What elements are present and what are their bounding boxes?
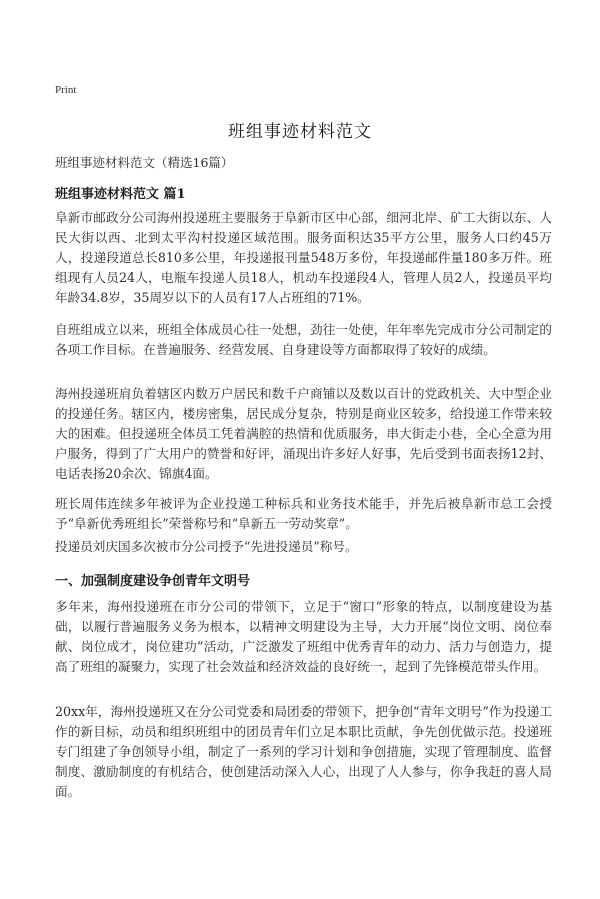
document-subtitle: 班组事迹材料范文（精选16篇） (55, 155, 234, 170)
paragraph-5: 投递员刘庆国多次被市分公司授予“先进投递员”称号。 (55, 539, 358, 554)
section-heading-2: 一、加强制度建设争创青年文明号 (55, 574, 251, 589)
paragraph-6: 多年来，海州投递班在市分公司的带领下，立足于“窗口”形象的特点，以制度建设为基础，以履行普遍服务义务为根本，以精神文明建设为主导，大力开展“岗位文明、岗位奉献、岗位成才，岗位建功”活动，广泛激发了班组中优秀青年的动力、活力与创造力，提高了班组的凝聚力，实现了社会效益和经济效益的良好统一，起到了先锋模范带头作用。 (55, 599, 552, 674)
paragraph-7: 20xx年，海州投递班又在分公司党委和局团委的带领下，把争创“青年文明号”作为投递工作的新目标，动员和组织班组中的团员青年们立足本职比贡献，争先创优做示范。投递班专门组建了争创领导小组，制定了一系列的学习计划和争创措施，实现了管理制度、监督制度、激励制度的有机结合，使创建活动深入人心，出现了人人参与，你争我赶的喜人局面。 (55, 704, 552, 799)
page-title: 班组事迹材料范文 (228, 122, 372, 142)
print-label[interactable]: Print (55, 84, 77, 96)
paragraph-3: 海州投递班肩负着辖区内数万户居民和数千户商铺以及数以百计的党政机关、大中型企业的投递任务。辖区内，楼房密集，居民成分复杂，特别是商业区较多，给投递工作带来较大的困难。但投递班全体员工凭着满腔的热情和优质服务，串大街走小巷，全心全意为用户服务，得到了广大用户的赞誉和好评，涌现出许多好人好事，先后受到书面表扬12封、电话表扬20余次、锦旗4面。 (55, 386, 552, 481)
paragraph-4: 班长周伟连续多年被评为企业投递工种标兵和业务技术能手，并先后被阜新市总工会授予“阜新优秀班组长”荣誉称号和“阜新五一劳动奖章”。 (55, 496, 552, 531)
section-heading-1: 班组事迹材料范文 篇1 (55, 187, 186, 202)
paragraph-1: 阜新市邮政分公司海州投递班主要服务于阜新市区中心部，细河北岸、矿工大街以东、人民大街以西、北到太平沟村投递区域范围。服务面积达35平方公里，服务人口约45万人，投递段道总长810多公里，年投递报刊量548万多份，年投递邮件量180多万件。班组现有人员24人，电瓶车投递人员18人，机动车投递段4人，管理人员2人，投递员平均年龄34.8岁，35周岁以下的人员有17人占班组的71%。 (55, 210, 552, 305)
paragraph-2: 自班组成立以来，班组全体成员心往一处想，劲往一处使，年年率先完成市分公司制定的各项工作目标。在普遍服务、经营发展、自身建设等方面都取得了较好的成绩。 (55, 322, 552, 357)
